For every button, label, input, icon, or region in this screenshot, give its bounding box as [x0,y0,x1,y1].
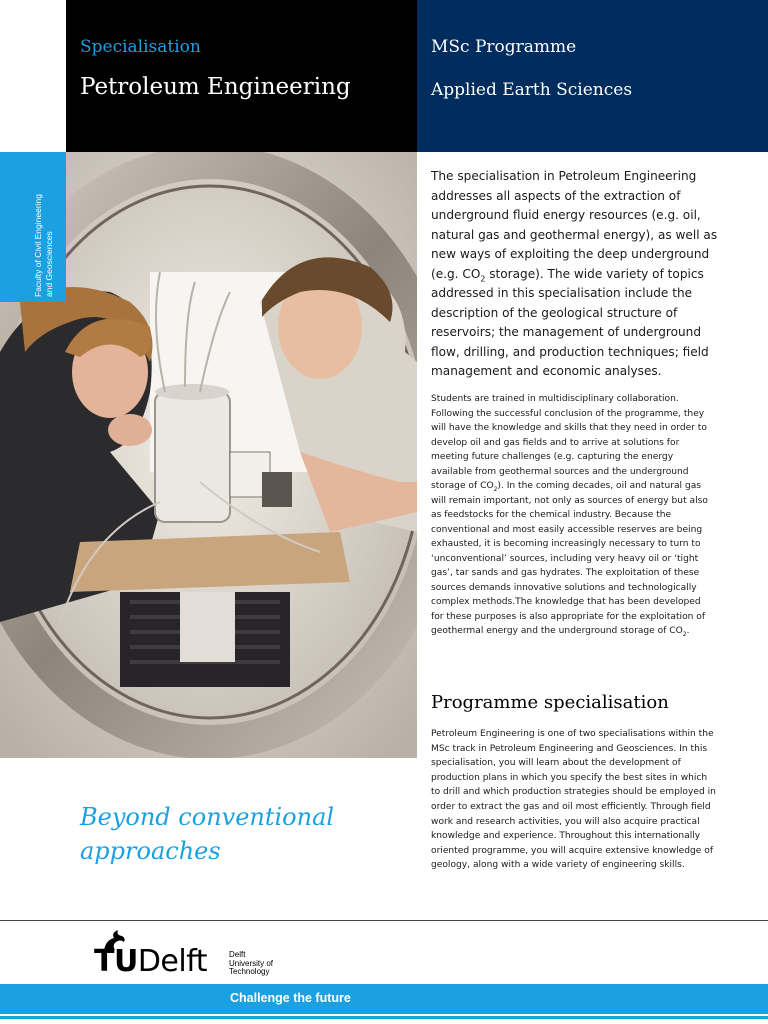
footer-bar [0,984,768,1014]
faculty-label-line2: and Geosciences [44,231,54,297]
programme-label: MSc Programme [431,37,577,57]
intro-text-a: The specialisation in Petroleum Engineering addresses all aspects of the extraction of underground fluid energy resources (e.g. oil, natural gas and geothermal energy), as well as new ways of exploiting the deep underground (e.g. CO [431,169,718,281]
slogan-line1: Beyond conventional [80,803,335,831]
logo-small-line1: Delft [229,950,246,959]
training-text-b: ). In the coming decades, oil and natural gas will remain important, not only as sources of energy but also as feedstocks for the chemical industry. Because the conventional and most easily accessible reserves are being exhausted, it is becoming increasingly necessary to turn to ‘unconventional’ sources, including very heavy oil or ‘tight gas’, tar sands and gas hydrates. The exploitation of these sources demands innovative solutions and technologically complex methods.The knowledge that has been developed for these purposes is also appropriate for the exploitation of geothermal energy and the underground storage of CO [431,481,708,636]
training-text-c: . [686,626,690,636]
programme-paragraph: Petroleum Engineering is one of two specialisations within the MSc track in Petroleum Engineering and Geosciences. In this specialisation, you will learn about the development of production plans in which you specify the best sites in which to drill and which production strategies should be employed in order to extract the gas and oil most efficiently. Through field work and research activities, you will also acquire practical knowledge and experience. Throughout this internationally oriented programme, you will acquire extensive knowledge of geology, along with a wide variety of engineering skills. [431,729,716,871]
intro-paragraph [431,167,721,382]
footer-bar-line [0,1016,768,1019]
training-subscript-2: 2 [682,631,687,638]
training-paragraph [431,392,716,639]
programme-heading: Programme specialisation [431,692,669,713]
training-text-a: Students are trained in multidisciplinary collaboration. Following the successful conclusion of the programme, they will have the knowledge and skills that they need in order to develop oil and gas fields and to arrive at solutions for meeting future challenges (e.g. capturing the energy available from geothermal sources and the underground storage of CO [431,394,707,491]
tu-delft-logo [94,930,294,980]
slogan-line2: approaches [80,837,221,865]
specialisation-title: Petroleum Engineering [80,74,351,100]
logo-small-line2: University of [229,958,274,968]
logo-small-line3: Technology [229,967,270,976]
logo-university-name [229,951,273,977]
logo-tu: TU [94,944,138,979]
programme-title: Applied Earth Sciences [431,80,633,100]
faculty-label-line1: Faculty of Civil Engineering [33,194,43,297]
footer-divider [0,920,768,921]
header-right-panel [417,0,768,152]
logo-wordmark [94,944,207,979]
slogan [80,800,400,868]
logo-delft: Delft [137,944,208,979]
faculty-label [33,194,55,297]
header-margin [0,0,66,152]
intro-subscript: 2 [480,273,486,283]
intro-text-b: storage). The wide variety of topics addressed in this specialisation include the description of the geological structure of reservoirs; the management of underground flow, drilling, and production techniques; field management and economic analyses. [431,266,709,378]
tagline: Challenge the future [230,991,351,1005]
training-subscript-1: 2 [493,486,498,493]
specialisation-label: Specialisation [80,37,201,57]
